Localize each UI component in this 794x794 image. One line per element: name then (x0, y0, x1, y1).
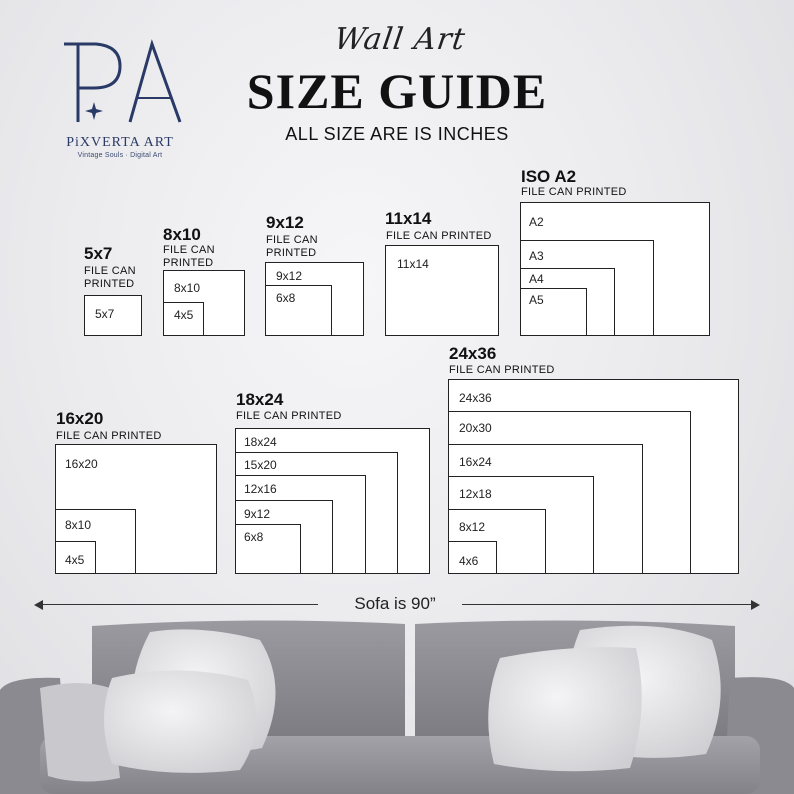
group-subtitle: FILE CAN PRINTED (386, 230, 492, 242)
frame-label: 4x6 (459, 554, 479, 568)
frame-label: 9x12 (276, 269, 303, 283)
frame-label: 8x10 (174, 281, 201, 295)
group-title: 8x10 (163, 225, 201, 244)
frame-label: 15x20 (244, 458, 277, 472)
frame-label: 6x8 (244, 530, 264, 544)
dimension-line-right (462, 604, 752, 605)
group-subtitle: FILE CAN PRINTED (521, 186, 627, 198)
group-subtitle: FILE CAN PRINTED (266, 234, 318, 259)
page-subtitle: ALL SIZE ARE IS INCHES (285, 124, 509, 144)
group-title: 18x24 (236, 390, 284, 409)
frame-label: A4 (529, 272, 544, 286)
frame-label: 6x8 (276, 291, 296, 305)
frame-label: 18x24 (244, 435, 277, 449)
group-title: 5x7 (84, 244, 113, 263)
group-subtitle: FILE CAN PRINTED (56, 430, 162, 442)
frame-label: 12x16 (244, 482, 277, 496)
arrow-left-icon (34, 600, 43, 610)
group-subtitle: FILE CAN PRINTED (236, 410, 342, 422)
frame-label: 5x7 (95, 307, 115, 321)
frame-label: 4x5 (174, 308, 194, 322)
sofa-label: Sofa is 90” (354, 594, 436, 613)
frame-label: 20x30 (459, 421, 492, 435)
frame-label: A3 (529, 249, 544, 263)
brand-tagline: Vintage Souls · Digital Art (77, 152, 163, 159)
page-title: SIZE GUIDE (246, 63, 548, 119)
group-title: 24x36 (449, 344, 497, 363)
group-subtitle: FILE CAN PRINTED (449, 364, 555, 376)
group-subtitle: FILE CAN PRINTED (163, 244, 215, 269)
frame-label: 24x36 (459, 391, 492, 405)
dimension-line-left (42, 604, 318, 605)
frame-label: A2 (529, 215, 544, 229)
frame-label: 16x24 (459, 455, 492, 469)
script-title: Wall Art (332, 22, 468, 57)
frame-label: 9x12 (244, 507, 271, 521)
arrow-right-icon (751, 600, 760, 610)
group-subtitle: FILE CAN PRINTED (84, 265, 136, 290)
frame-label: 8x10 (65, 518, 92, 532)
group-title: 16x20 (56, 409, 104, 428)
group-title: ISO A2 (521, 167, 577, 186)
group-title: 11x14 (385, 209, 432, 228)
frame-label: 12x18 (459, 487, 492, 501)
brand-name: PiXVERTA ART (66, 135, 174, 150)
frame-label: 11x14 (397, 257, 429, 271)
frame-label: 4x5 (65, 553, 85, 567)
frame-label: 16x20 (65, 457, 98, 471)
group-title: 9x12 (266, 213, 304, 232)
frame-label: 8x12 (459, 520, 486, 534)
sofa-illustration (0, 618, 794, 794)
frame-label: A5 (529, 293, 544, 307)
pa-monogram-icon (56, 36, 184, 136)
